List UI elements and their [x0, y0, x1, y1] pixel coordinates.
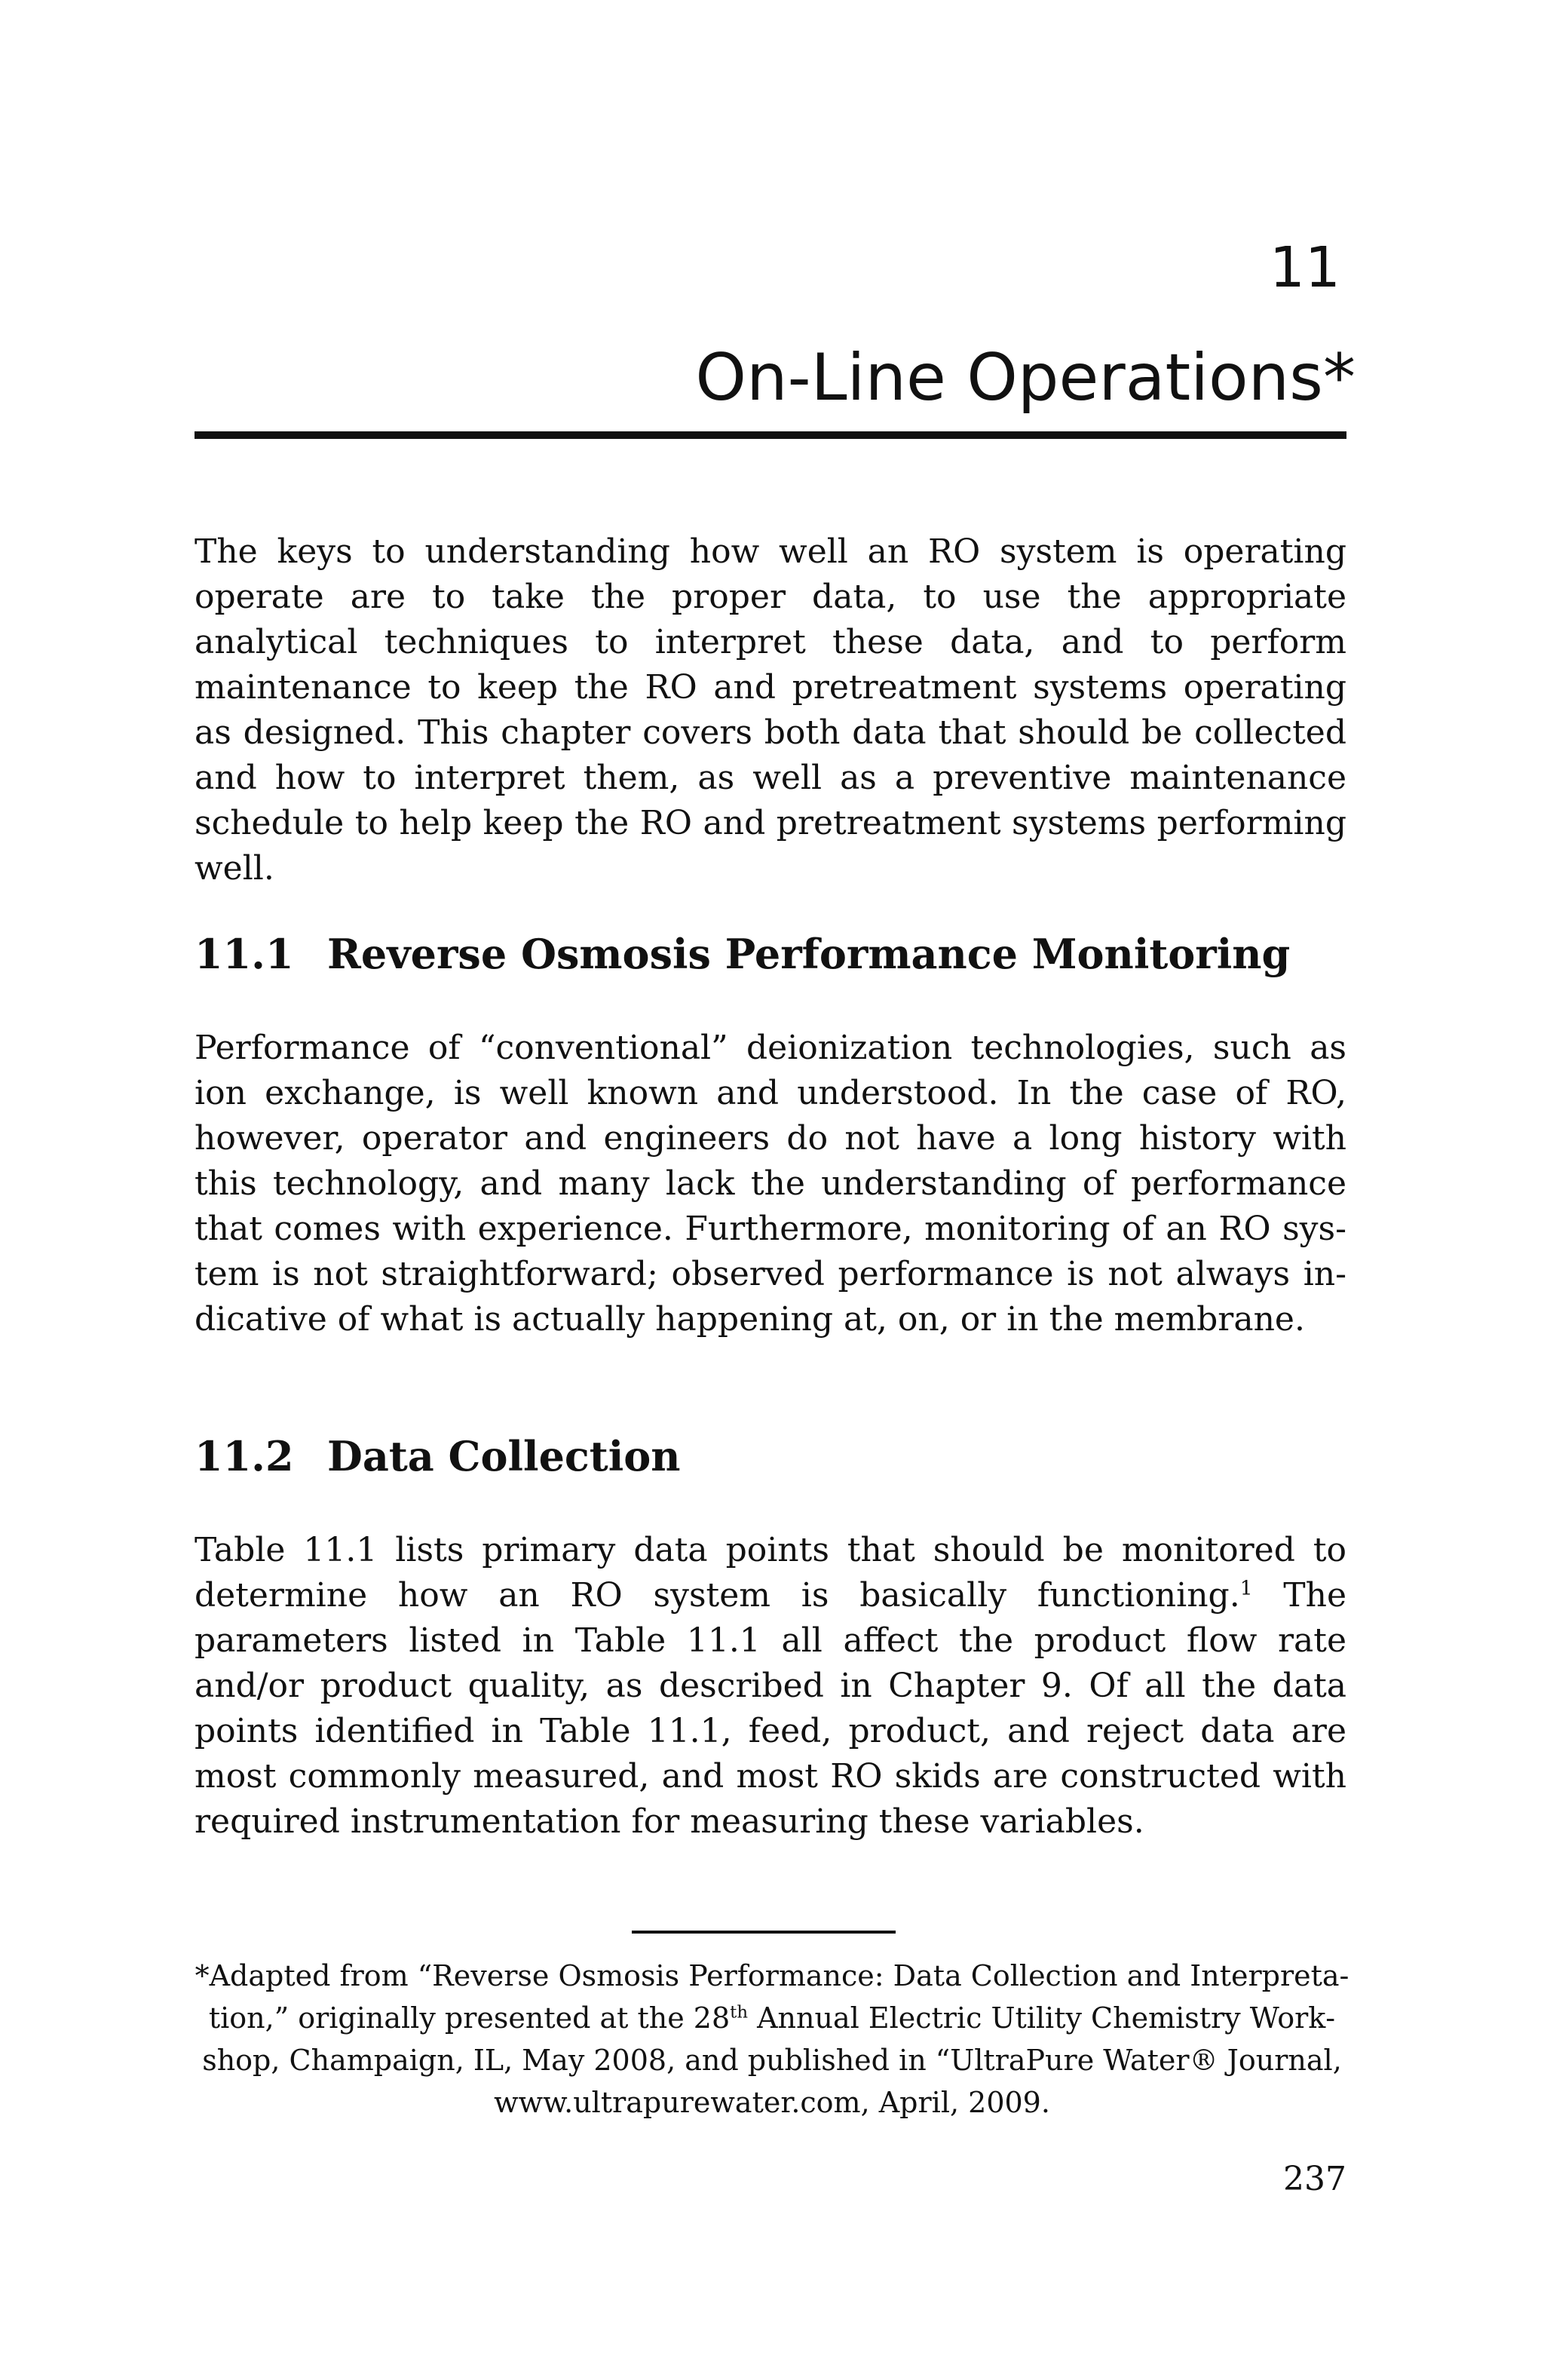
chapter-title-rule	[195, 431, 1346, 439]
section-number: 11.1	[195, 930, 294, 978]
section-title: Data Collection	[327, 1432, 681, 1480]
footnote-text: Annual Electric Utility Chemistry Workshop, Champaign, IL, May 2008, and published in “UltraPure Water® Journal, www.ultrapurewater.com, April, 2009.	[202, 2001, 1342, 2119]
section-heading-11-1	[195, 930, 1291, 978]
intro-paragraph: The keys to understanding how well an RO system is operating operate are to take the proper data, to use the appropriate analytical techniques to interpret these data, and to perform maintenance to keep the RO and pretreatment systems operating as designed. This chapter covers both data that should be collected and how to interpret them, as well as a preventive maintenance schedule to help keep the RO and pretreatment systems performing well.	[195, 532, 1346, 888]
chapter-title: On-Line Operations*	[695, 340, 1356, 416]
footnote-rule	[632, 1931, 896, 1934]
section-title: Reverse Osmosis Performance Monitoring	[327, 930, 1291, 978]
chapter-number: 11	[1269, 235, 1340, 300]
paragraph-text: Table 11.1 lists primary data points that should be monitored to determine how an RO system is basically functioning.	[195, 1531, 1346, 1615]
section-11-2-paragraph	[195, 1528, 1346, 1845]
section-11-1-paragraph: Performance of “conventional” deionization technologies, such as ion exchange, is well known and understood. In the case of RO, however, operator and engineers do not have a long history with this technology, and many lack the understanding of performance that comes with experience. Furthermore, monitoring of an RO system is not straightforward; observed performance is not always indicative of what is actually happening at, on, or in the membrane.	[195, 1029, 1346, 1339]
section-number: 11.2	[195, 1432, 294, 1480]
page-number: 237	[1283, 2160, 1346, 2198]
paragraph-text: The parameters listed in Table 11.1 all affect the product flow rate and/or product quality, as described in Chapter 9. Of all the data points identified in Table 11.1, feed, product, and reject data are most commonly measured, and most RO skids are constructed with required instrumentation for measuring these variables.	[195, 1576, 1346, 1841]
section-heading-11-2	[195, 1432, 681, 1480]
reference-mark: 1	[1239, 1576, 1253, 1600]
footnote-text: *Adapted from “Reverse Osmosis Performance: Data Collection and Interpretation,” originally presented at the 28	[195, 1959, 1349, 2035]
footnote	[188, 1955, 1356, 2124]
footnote-superscript: th	[730, 2002, 748, 2023]
